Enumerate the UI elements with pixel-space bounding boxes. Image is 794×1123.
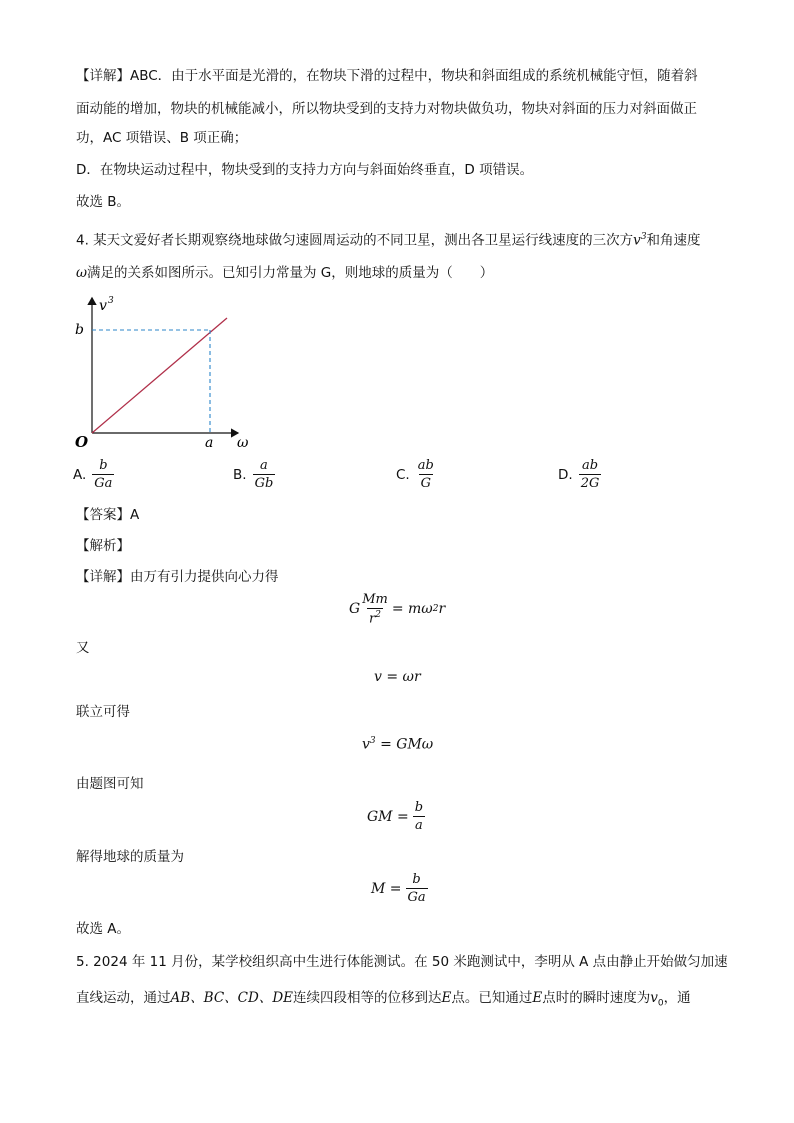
equation-2: v = ωr <box>374 669 421 685</box>
a-tick-label: a <box>205 435 214 451</box>
lian-text: 联立可得 <box>76 704 130 720</box>
option-d-letter: D. <box>558 466 573 483</box>
question-5-line-1: 5. 2024 年 11 月份，某学校组织高中生进行体能测试。在 50 米跑测试中，李明从 A 点由静止开始做匀加速 <box>76 954 728 970</box>
eq1-den <box>367 608 383 626</box>
data-line <box>92 318 227 433</box>
eq4-num: b <box>414 800 424 815</box>
q4-text-2: 满足的关系如图所示。已知引力常量为 G，则地球的质量为（ ） <box>87 265 494 281</box>
q5-segments: AB、BC、CD、DE <box>170 990 294 1006</box>
eq4-fraction <box>413 800 425 833</box>
option-c[interactable] <box>396 458 436 491</box>
eq3-v: v <box>362 736 370 753</box>
equation-5 <box>371 872 428 905</box>
eq1-right-sup: 2 <box>432 604 439 615</box>
option-d-fraction <box>579 458 602 491</box>
q4-text-tail: 和角速度 <box>646 232 701 249</box>
option-c-num: ab <box>417 458 434 473</box>
option-b-num: a <box>260 458 268 473</box>
option-b[interactable] <box>233 458 275 491</box>
origin-label: O <box>75 433 89 451</box>
q5-text-b: 连续四段相等的位移到达 <box>293 990 442 1006</box>
eq1-left: G <box>349 601 361 618</box>
option-a-den: Ga <box>94 476 113 491</box>
option-a-fraction <box>92 458 114 491</box>
tu-text: 由题图可知 <box>76 776 144 792</box>
choose-a: 故选 A。 <box>76 921 131 937</box>
option-d-num: ab <box>581 458 599 473</box>
q5-text-d: 点时的瞬时速度为 <box>542 990 651 1006</box>
option-a[interactable] <box>73 458 114 491</box>
q5-point-e: E <box>441 990 452 1006</box>
option-a-letter: A. <box>73 466 87 483</box>
eq5-den: Ga <box>407 890 426 905</box>
q4-var-v: v <box>633 232 641 249</box>
q4-sup: 3 <box>640 232 647 242</box>
you-text: 又 <box>76 640 90 656</box>
b-tick-label: b <box>75 322 84 338</box>
option-d-den: 2G <box>580 476 600 491</box>
detail-text: 【详解】由万有引力提供向心力得 <box>76 569 279 585</box>
option-c-letter: C. <box>396 466 410 483</box>
eq1-right: = mω <box>391 601 433 618</box>
option-c-fraction <box>416 458 436 491</box>
eq1-den-r: r <box>369 611 376 627</box>
q5-text-tail: ，通 <box>663 990 691 1006</box>
x-axis-label: ω <box>237 435 249 451</box>
eq1-fraction <box>360 592 390 626</box>
v3-omega-graph <box>66 292 266 452</box>
y-axis-sup: 3 <box>108 296 114 306</box>
q5-text-a: 直线运动，通过 <box>76 990 171 1006</box>
equation-1 <box>349 592 445 626</box>
q5-text-c: 点。已知通过 <box>451 990 533 1006</box>
answer-label: 【答案】A <box>76 507 140 523</box>
q5-v0: v <box>650 990 658 1006</box>
question-4-line-2 <box>76 263 493 283</box>
eq1-right-tail: r <box>438 601 446 618</box>
option-b-den: Gb <box>254 476 274 491</box>
explanation-line-3: 功，AC 项错误、B 项正确； <box>76 130 248 146</box>
explanation-line-d: D．在物块运动过程中，物块受到的支持力方向与斜面始终垂直，D 项错误。 <box>76 162 534 178</box>
choose-b: 故选 B。 <box>76 194 131 210</box>
equation-3 <box>362 736 433 753</box>
q5-v0-sub: 0 <box>657 998 664 1009</box>
eq4-den: a <box>414 818 423 833</box>
q5-point-e2: E <box>532 990 543 1006</box>
eq1-num: Mm <box>362 592 388 607</box>
option-a-num: b <box>99 458 108 473</box>
jie-text: 解得地球的质量为 <box>76 849 184 865</box>
eq5-left: M = <box>371 880 402 897</box>
eq5-fraction <box>406 872 428 905</box>
eq1-den-sup: 2 <box>375 610 381 620</box>
option-c-den: G <box>420 476 431 491</box>
eq4-left: GM = <box>367 808 409 825</box>
q4-text-1: 4. 某天文爱好者长期观察绕地球做匀速圆周运动的不同卫星，测出各卫星运行线速度的三次方 <box>76 232 634 249</box>
option-b-letter: B. <box>233 466 247 483</box>
eq5-num: b <box>412 872 421 887</box>
option-b-fraction <box>253 458 276 491</box>
eq3-rest: = GMω <box>375 736 434 753</box>
y-axis-label: v <box>99 298 107 314</box>
option-d[interactable] <box>558 458 601 491</box>
analysis-label: 【解析】 <box>76 538 130 554</box>
equation-4 <box>367 800 425 833</box>
explanation-line-2: 面动能的增加，物块的机械能减小，所以物块受到的支持力对物块做负功，物块对斜面的压力对斜面做正 <box>76 101 697 117</box>
explanation-line-1: 【详解】ABC．由于水平面是光滑的，在物块下滑的过程中，物块和斜面组成的系统机械能守恒，随着斜 <box>76 68 698 84</box>
question-4-line-1 <box>76 227 701 251</box>
q4-var-omega: ω <box>76 265 88 281</box>
eq3-sup: 3 <box>369 736 376 746</box>
question-5-line-2 <box>76 988 691 1014</box>
